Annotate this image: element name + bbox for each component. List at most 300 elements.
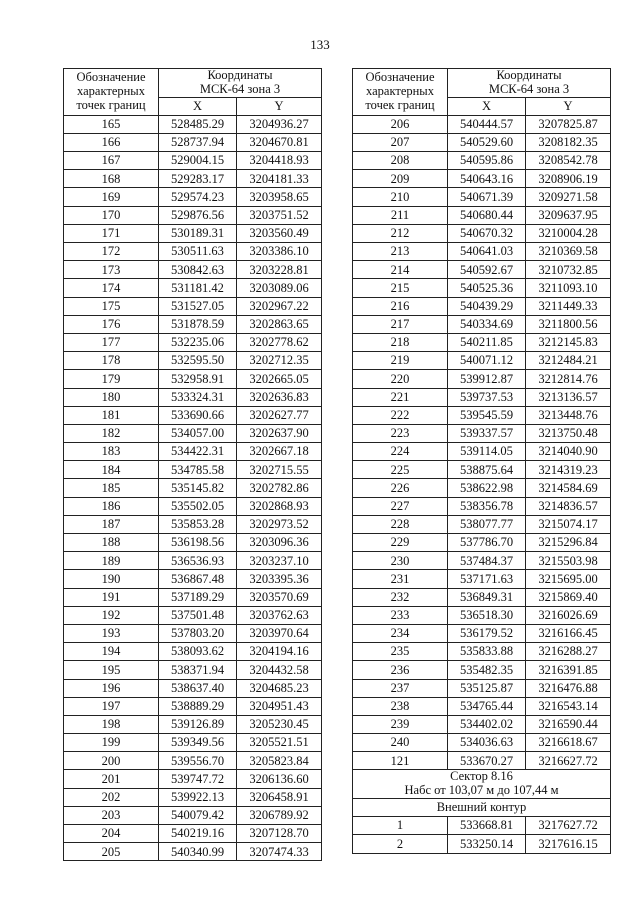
y-coordinate-cell: 3205521.51	[237, 734, 322, 752]
point-id-cell: 202	[64, 788, 159, 806]
y-coordinate-cell: 3215074.17	[526, 515, 611, 533]
y-header: Y	[237, 97, 322, 115]
y-coordinate-cell: 3206458.91	[237, 788, 322, 806]
y-coordinate-cell: 3202868.93	[237, 497, 322, 515]
x-coordinate-cell: 540671.39	[448, 188, 526, 206]
sector-height-range: Набс от 103,07 м до 107,44 м	[404, 783, 559, 798]
x-coordinate-cell: 538637.40	[159, 679, 237, 697]
point-id-cell: 195	[64, 661, 159, 679]
y-coordinate-cell: 3203560.49	[237, 224, 322, 242]
y-coordinate-cell: 3205230.45	[237, 715, 322, 733]
x-coordinate-cell: 531181.42	[159, 279, 237, 297]
table-row	[64, 206, 322, 224]
y-coordinate-cell: 3209271.58	[526, 188, 611, 206]
x-coordinate-cell: 534765.44	[448, 697, 526, 715]
point-id-cell: 222	[353, 406, 448, 424]
page-number: 133	[310, 37, 330, 52]
table-row	[353, 352, 611, 370]
table-row	[64, 697, 322, 715]
y-coordinate-cell: 3205823.84	[237, 752, 322, 770]
x-coordinate-cell: 529574.23	[159, 188, 237, 206]
coordinates-header-line: Координаты	[207, 68, 273, 82]
point-id-cell: 177	[64, 333, 159, 351]
x-coordinate-cell: 533668.81	[448, 817, 526, 835]
y-coordinate-cell: 3204181.33	[237, 170, 322, 188]
x-coordinate-cell: 538093.62	[159, 643, 237, 661]
table-row	[353, 835, 611, 853]
y-coordinate-cell: 3203395.36	[237, 570, 322, 588]
x-coordinate-cell: 536867.48	[159, 570, 237, 588]
y-coordinate-cell: 3212145.83	[526, 333, 611, 351]
table-row	[353, 734, 611, 752]
x-coordinate-cell: 540071.12	[448, 352, 526, 370]
table-row	[353, 624, 611, 642]
y-coordinate-cell: 3204936.27	[237, 115, 322, 133]
table-row	[64, 770, 322, 788]
y-coordinate-cell: 3204951.43	[237, 697, 322, 715]
y-coordinate-cell: 3211093.10	[526, 279, 611, 297]
point-id-cell: 178	[64, 352, 159, 370]
point-id-cell: 185	[64, 479, 159, 497]
designation-header	[353, 69, 448, 116]
y-coordinate-cell: 3208542.78	[526, 152, 611, 170]
y-coordinate-cell: 3210732.85	[526, 261, 611, 279]
table-row	[353, 297, 611, 315]
x-coordinate-cell: 529283.17	[159, 170, 237, 188]
y-coordinate-cell: 3216288.27	[526, 643, 611, 661]
y-coordinate-cell: 3208906.19	[526, 170, 611, 188]
y-coordinate-cell: 3202637.90	[237, 424, 322, 442]
table-row	[64, 588, 322, 606]
y-coordinate-cell: 3202967.22	[237, 297, 322, 315]
point-id-cell: 188	[64, 534, 159, 552]
point-id-cell: 192	[64, 606, 159, 624]
point-id-cell: 200	[64, 752, 159, 770]
point-id-cell: 182	[64, 424, 159, 442]
point-id-cell: 193	[64, 624, 159, 642]
table-row	[64, 152, 322, 170]
table-row	[64, 133, 322, 151]
x-coordinate-cell: 529004.15	[159, 152, 237, 170]
x-coordinate-cell: 539556.70	[159, 752, 237, 770]
designation-header-line: характерных	[77, 83, 145, 98]
x-coordinate-cell: 535502.05	[159, 497, 237, 515]
y-coordinate-cell: 3206789.92	[237, 806, 322, 824]
point-id-cell: 171	[64, 224, 159, 242]
y-coordinate-cell: 3204685.23	[237, 679, 322, 697]
x-coordinate-cell: 540595.86	[448, 152, 526, 170]
point-id-cell: 199	[64, 734, 159, 752]
point-id-cell: 179	[64, 370, 159, 388]
y-coordinate-cell: 3203958.65	[237, 188, 322, 206]
x-coordinate-cell: 539747.72	[159, 770, 237, 788]
table-row	[64, 115, 322, 133]
table-row	[353, 315, 611, 333]
point-id-cell: 176	[64, 315, 159, 333]
x-coordinate-cell: 538356.78	[448, 497, 526, 515]
y-coordinate-cell: 3202863.65	[237, 315, 322, 333]
x-coordinate-cell: 540219.16	[159, 825, 237, 843]
y-coordinate-cell: 3217616.15	[526, 835, 611, 853]
x-coordinate-cell: 528737.94	[159, 133, 237, 151]
y-coordinate-cell: 3215869.40	[526, 588, 611, 606]
table-row	[64, 497, 322, 515]
point-id-cell: 183	[64, 443, 159, 461]
y-coordinate-cell: 3216476.88	[526, 679, 611, 697]
table-row	[64, 243, 322, 261]
y-coordinate-cell: 3203237.10	[237, 552, 322, 570]
table-row	[64, 679, 322, 697]
x-coordinate-cell: 539737.53	[448, 388, 526, 406]
table-row	[64, 715, 322, 733]
y-coordinate-cell: 3203751.52	[237, 206, 322, 224]
y-coordinate-cell: 3203228.81	[237, 261, 322, 279]
x-coordinate-cell: 532595.50	[159, 352, 237, 370]
table-row	[353, 224, 611, 242]
x-coordinate-cell: 533690.66	[159, 406, 237, 424]
point-id-cell: 209	[353, 170, 448, 188]
table-row	[64, 606, 322, 624]
x-coordinate-cell: 537189.29	[159, 588, 237, 606]
y-coordinate-cell: 3210369.58	[526, 243, 611, 261]
point-id-cell: 191	[64, 588, 159, 606]
x-coordinate-cell: 530511.63	[159, 243, 237, 261]
table-row	[64, 806, 322, 824]
point-id-cell: 216	[353, 297, 448, 315]
coordinates-table-left	[63, 68, 322, 861]
table-row	[353, 133, 611, 151]
x-coordinate-cell: 536849.31	[448, 588, 526, 606]
x-coordinate-cell: 535833.88	[448, 643, 526, 661]
point-id-cell: 166	[64, 133, 159, 151]
x-coordinate-cell: 538875.64	[448, 461, 526, 479]
y-coordinate-cell: 3216543.14	[526, 697, 611, 715]
table-row	[353, 817, 611, 835]
point-id-cell: 169	[64, 188, 159, 206]
y-coordinate-cell: 3202667.18	[237, 443, 322, 461]
x-coordinate-cell: 533324.31	[159, 388, 237, 406]
table-row	[64, 843, 322, 861]
x-coordinate-cell: 531878.59	[159, 315, 237, 333]
point-id-cell: 215	[353, 279, 448, 297]
x-coordinate-cell: 540439.29	[448, 297, 526, 315]
left-table-body	[64, 115, 322, 861]
y-coordinate-cell: 3211800.56	[526, 315, 611, 333]
x-coordinate-cell: 528485.29	[159, 115, 237, 133]
point-id-cell: 204	[64, 825, 159, 843]
x-coordinate-cell: 534785.58	[159, 461, 237, 479]
table-row	[353, 152, 611, 170]
x-coordinate-cell: 540334.69	[448, 315, 526, 333]
table-row	[353, 588, 611, 606]
point-id-cell: 175	[64, 297, 159, 315]
table-row	[64, 279, 322, 297]
table-row	[353, 697, 611, 715]
point-id-cell: 208	[353, 152, 448, 170]
point-id-cell: 205	[64, 843, 159, 861]
sector-table-body	[353, 817, 611, 853]
table-row	[64, 825, 322, 843]
table-row	[353, 461, 611, 479]
point-id-cell: 174	[64, 279, 159, 297]
point-id-cell: 201	[64, 770, 159, 788]
table-row	[353, 515, 611, 533]
designation-header-line: характерных	[366, 83, 434, 98]
coordinates-header-line: МСК-64 зона 3	[199, 81, 281, 96]
x-coordinate-cell: 534402.02	[448, 715, 526, 733]
table-row	[64, 661, 322, 679]
y-coordinate-cell: 3212484.21	[526, 352, 611, 370]
outer-contour-label: Внешний контур	[353, 798, 611, 816]
x-coordinate-cell: 540211.85	[448, 333, 526, 351]
coordinates-header-line: МСК-64 зона 3	[488, 81, 570, 96]
point-id-cell: 223	[353, 424, 448, 442]
x-coordinate-cell: 537501.48	[159, 606, 237, 624]
y-coordinate-cell: 3215503.98	[526, 552, 611, 570]
designation-header-line: Обозначение	[76, 70, 146, 85]
y-coordinate-cell: 3204432.58	[237, 661, 322, 679]
y-coordinate-cell: 3210004.28	[526, 224, 611, 242]
x-coordinate-cell: 537171.63	[448, 570, 526, 588]
table-row	[64, 297, 322, 315]
x-coordinate-cell: 531527.05	[159, 297, 237, 315]
table-row	[353, 497, 611, 515]
point-id-cell: 218	[353, 333, 448, 351]
point-id-cell: 172	[64, 243, 159, 261]
table-row	[353, 443, 611, 461]
coordinates-header	[159, 69, 322, 98]
point-id-cell: 220	[353, 370, 448, 388]
x-coordinate-cell: 540444.57	[448, 115, 526, 133]
x-coordinate-cell: 530189.31	[159, 224, 237, 242]
table-row	[64, 352, 322, 370]
y-coordinate-cell: 3202782.86	[237, 479, 322, 497]
table-row	[353, 279, 611, 297]
y-coordinate-cell: 3203762.63	[237, 606, 322, 624]
table-row	[64, 461, 322, 479]
table-row	[64, 624, 322, 642]
y-coordinate-cell: 3203570.69	[237, 588, 322, 606]
point-id-cell: 189	[64, 552, 159, 570]
x-coordinate-cell: 539545.59	[448, 406, 526, 424]
table-row	[353, 661, 611, 679]
y-coordinate-cell: 3202636.83	[237, 388, 322, 406]
point-id-cell: 1	[353, 817, 448, 835]
point-id-cell: 226	[353, 479, 448, 497]
right-table-body	[353, 115, 611, 770]
y-coordinate-cell: 3216590.44	[526, 715, 611, 733]
y-coordinate-cell: 3213750.48	[526, 424, 611, 442]
point-id-cell: 206	[353, 115, 448, 133]
sector-title: Сектор 8.16	[450, 769, 513, 784]
table-row	[64, 643, 322, 661]
y-coordinate-cell: 3217627.72	[526, 817, 611, 835]
x-coordinate-cell: 540529.60	[448, 133, 526, 151]
table-row	[64, 388, 322, 406]
coordinates-header	[448, 69, 611, 98]
table-row	[64, 170, 322, 188]
sector-block	[353, 770, 611, 817]
x-coordinate-cell: 538889.29	[159, 697, 237, 715]
point-id-cell: 233	[353, 606, 448, 624]
point-id-cell: 197	[64, 697, 159, 715]
table-row	[353, 679, 611, 697]
y-coordinate-cell: 3215695.00	[526, 570, 611, 588]
y-coordinate-cell: 3211449.33	[526, 297, 611, 315]
point-id-cell: 210	[353, 188, 448, 206]
point-id-cell: 198	[64, 715, 159, 733]
table-row	[353, 552, 611, 570]
y-coordinate-cell: 3214319.23	[526, 461, 611, 479]
point-id-cell: 231	[353, 570, 448, 588]
y-coordinate-cell: 3203970.64	[237, 624, 322, 642]
y-coordinate-cell: 3202973.52	[237, 515, 322, 533]
table-row	[64, 333, 322, 351]
table-row	[64, 261, 322, 279]
coordinates-header-line: Координаты	[496, 68, 562, 82]
y-coordinate-cell: 3202778.62	[237, 333, 322, 351]
x-coordinate-cell: 533250.14	[448, 835, 526, 853]
x-coordinate-cell: 540680.44	[448, 206, 526, 224]
point-id-cell: 165	[64, 115, 159, 133]
table-row	[353, 388, 611, 406]
x-header: X	[159, 97, 237, 115]
y-coordinate-cell: 3204194.16	[237, 643, 322, 661]
x-coordinate-cell: 538077.77	[448, 515, 526, 533]
designation-header-line: Обозначение	[365, 70, 435, 85]
table-row	[353, 115, 611, 133]
point-id-cell: 173	[64, 261, 159, 279]
x-coordinate-cell: 538371.94	[159, 661, 237, 679]
table-row	[353, 188, 611, 206]
y-coordinate-cell: 3202627.77	[237, 406, 322, 424]
point-id-cell: 167	[64, 152, 159, 170]
table-row	[64, 552, 322, 570]
table-row	[353, 643, 611, 661]
table-row	[353, 570, 611, 588]
point-id-cell: 121	[353, 752, 448, 770]
y-coordinate-cell: 3202712.35	[237, 352, 322, 370]
point-id-cell: 229	[353, 534, 448, 552]
point-id-cell: 230	[353, 552, 448, 570]
point-id-cell: 194	[64, 643, 159, 661]
coordinates-table-right	[352, 68, 611, 854]
point-id-cell: 214	[353, 261, 448, 279]
point-id-cell: 187	[64, 515, 159, 533]
point-id-cell: 237	[353, 679, 448, 697]
x-coordinate-cell: 534036.63	[448, 734, 526, 752]
table-row	[353, 406, 611, 424]
designation-header-line: точек границ	[76, 97, 146, 112]
table-row	[64, 370, 322, 388]
table-row	[353, 752, 611, 770]
y-coordinate-cell: 3209637.95	[526, 206, 611, 224]
x-coordinate-cell: 540079.42	[159, 806, 237, 824]
x-header: X	[448, 97, 526, 115]
point-id-cell: 228	[353, 515, 448, 533]
point-id-cell: 168	[64, 170, 159, 188]
x-coordinate-cell: 539349.56	[159, 734, 237, 752]
x-coordinate-cell: 539114.05	[448, 443, 526, 461]
table-row	[353, 534, 611, 552]
x-coordinate-cell: 529876.56	[159, 206, 237, 224]
x-coordinate-cell: 536536.93	[159, 552, 237, 570]
x-coordinate-cell: 539126.89	[159, 715, 237, 733]
table-row	[64, 479, 322, 497]
y-coordinate-cell: 3216026.69	[526, 606, 611, 624]
x-coordinate-cell: 539922.13	[159, 788, 237, 806]
y-coordinate-cell: 3212814.76	[526, 370, 611, 388]
y-header: Y	[526, 97, 611, 115]
x-coordinate-cell: 537484.37	[448, 552, 526, 570]
point-id-cell: 227	[353, 497, 448, 515]
point-id-cell: 181	[64, 406, 159, 424]
point-id-cell: 170	[64, 206, 159, 224]
x-coordinate-cell: 535145.82	[159, 479, 237, 497]
x-coordinate-cell: 538622.98	[448, 479, 526, 497]
point-id-cell: 217	[353, 315, 448, 333]
x-coordinate-cell: 530842.63	[159, 261, 237, 279]
x-coordinate-cell: 532235.06	[159, 333, 237, 351]
table-row	[64, 315, 322, 333]
y-coordinate-cell: 3203096.36	[237, 534, 322, 552]
table-row	[353, 479, 611, 497]
y-coordinate-cell: 3216618.67	[526, 734, 611, 752]
x-coordinate-cell: 534422.31	[159, 443, 237, 461]
y-coordinate-cell: 3216391.85	[526, 661, 611, 679]
table-row	[353, 170, 611, 188]
x-coordinate-cell: 535125.87	[448, 679, 526, 697]
x-coordinate-cell: 540592.67	[448, 261, 526, 279]
x-coordinate-cell: 539337.57	[448, 424, 526, 442]
y-coordinate-cell: 3202665.05	[237, 370, 322, 388]
y-coordinate-cell: 3203386.10	[237, 243, 322, 261]
table-row	[353, 715, 611, 733]
designation-header	[64, 69, 159, 116]
point-id-cell: 180	[64, 388, 159, 406]
x-coordinate-cell: 535853.28	[159, 515, 237, 533]
x-coordinate-cell: 539912.87	[448, 370, 526, 388]
point-id-cell: 196	[64, 679, 159, 697]
table-row	[64, 734, 322, 752]
table-row	[353, 333, 611, 351]
point-id-cell: 235	[353, 643, 448, 661]
x-coordinate-cell: 540340.99	[159, 843, 237, 861]
table-row	[64, 424, 322, 442]
y-coordinate-cell: 3214584.69	[526, 479, 611, 497]
point-id-cell: 190	[64, 570, 159, 588]
y-coordinate-cell: 3216166.45	[526, 624, 611, 642]
y-coordinate-cell: 3215296.84	[526, 534, 611, 552]
x-coordinate-cell: 537786.70	[448, 534, 526, 552]
y-coordinate-cell: 3204670.81	[237, 133, 322, 151]
x-coordinate-cell: 534057.00	[159, 424, 237, 442]
table-row	[64, 515, 322, 533]
designation-header-line: точек границ	[365, 97, 435, 112]
x-coordinate-cell: 536179.52	[448, 624, 526, 642]
point-id-cell: 203	[64, 806, 159, 824]
table-row	[353, 243, 611, 261]
sector-info-cell	[353, 770, 611, 799]
table-row	[64, 443, 322, 461]
x-coordinate-cell: 537803.20	[159, 624, 237, 642]
table-row	[64, 188, 322, 206]
y-coordinate-cell: 3202715.55	[237, 461, 322, 479]
x-coordinate-cell: 540643.16	[448, 170, 526, 188]
table-row	[353, 261, 611, 279]
point-id-cell: 212	[353, 224, 448, 242]
table-row	[64, 570, 322, 588]
